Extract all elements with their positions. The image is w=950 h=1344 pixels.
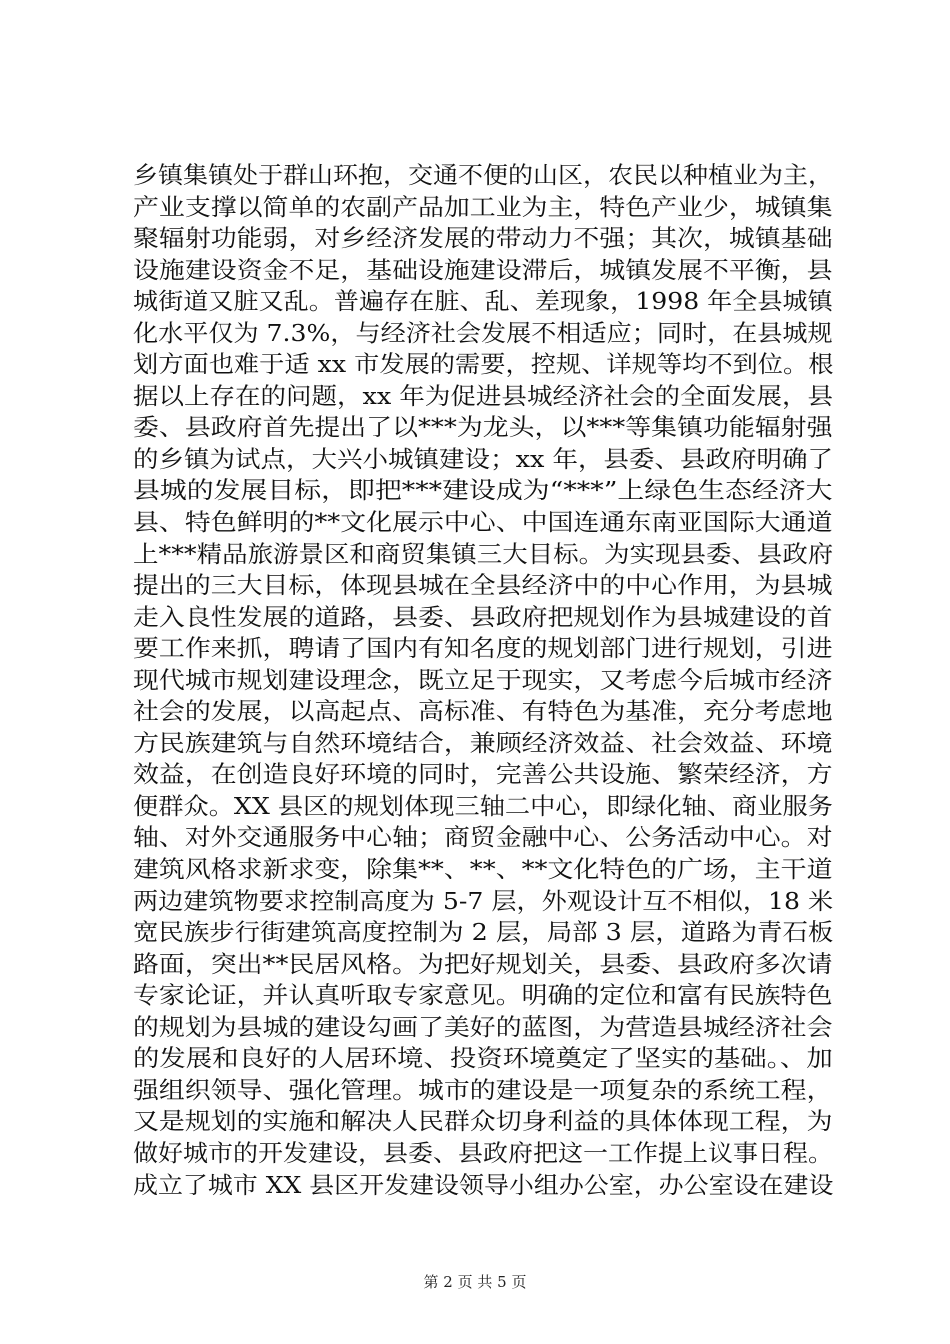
text-line: 走入良性发展的道路，县委、县政府把规划作为县城建设的首 <box>133 602 833 631</box>
text-line: 方民族建筑与自然环境结合，兼顾经济效益、社会效益、环境 <box>133 728 833 757</box>
text-line: 宽民族步行街建筑高度控制为 2 层，局部 3 层，道路为青石板 <box>133 918 834 947</box>
text-line: 的乡镇为试点，大兴小城镇建设；xx 年，县委、县政府明确了 <box>133 444 834 473</box>
text-line: 产业支撑以简单的农副产品加工业为主，特色产业少，城镇集 <box>133 192 833 221</box>
text-line: 路面，突出**民居风格。为把好规划关，县委、县政府多次请 <box>133 949 833 978</box>
text-line: 效益，在创造良好环境的同时，完善公共设施、繁荣经济，方 <box>133 760 833 789</box>
text-line: 划方面也难于适 xx 市发展的需要，控规、详规等均不到位。根 <box>133 350 834 379</box>
text-line: 设施建设资金不足，基础设施建设滞后，城镇发展不平衡，县 <box>133 255 833 284</box>
text-line: 县、特色鲜明的**文化展示中心、中国连通东南亚国际大通道 <box>133 508 833 537</box>
text-line: 又是规划的实施和解决人民群众切身利益的具体体现工程，为 <box>133 1107 833 1136</box>
text-line: 城街道又脏又乱。普遍存在脏、乱、差现象，1998 年全县城镇 <box>133 287 833 316</box>
text-line: 成立了城市 XX 县区开发建设领导小组办公室，办公室设在建设 <box>133 1170 834 1199</box>
text-line: 要工作来抓，聘请了国内有知名度的规划部门进行规划，引进 <box>133 634 833 663</box>
text-line: 据以上存在的问题，xx 年为促进县城经济社会的全面发展，县 <box>133 381 834 410</box>
text-line: 现代城市规划建设理念，既立足于现实，又考虑今后城市经济 <box>133 665 833 694</box>
text-line: 两边建筑物要求控制高度为 5-7 层，外观设计互不相似，18 米 <box>133 886 834 915</box>
text-line: 强组织领导、强化管理。城市的建设是一项复杂的系统工程， <box>133 1075 833 1104</box>
text-line: 社会的发展，以高起点、高标准、有特色为基准，充分考虑地 <box>133 697 833 726</box>
text-line: 专家论证，并认真听取专家意见。明确的定位和富有民族特色 <box>133 981 833 1010</box>
text-line: 县城的发展目标，即把***建设成为“***”上绿色生态经济大 <box>133 476 833 505</box>
text-line: 做好城市的开发建设，县委、县政府把这一工作提上议事日程。 <box>133 1138 833 1167</box>
text-line: 上***精品旅游景区和商贸集镇三大目标。为实现县委、县政府 <box>133 539 834 568</box>
text-line: 便群众。XX 县区的规划体现三轴二中心，即绿化轴、商业服务 <box>133 791 833 820</box>
text-line: 的规划为县城的建设勾画了美好的蓝图，为营造县城经济社会 <box>133 1012 833 1041</box>
text-line: 化水平仅为 7.3%，与经济社会发展不相适应；同时，在县城规 <box>133 318 833 347</box>
text-line: 乡镇集镇处于群山环抱，交通不便的山区，农民以种植业为主， <box>133 161 833 189</box>
body-text <box>133 160 833 1201</box>
text-line: 聚辐射功能弱，对乡经济发展的带动力不强；其次，城镇基础 <box>133 224 833 253</box>
text-line: 的发展和良好的人居环境、投资环境奠定了坚实的基础。、加 <box>133 1044 833 1073</box>
text-line: 提出的三大目标，体现县城在全县经济中的中心作用，为县城 <box>133 571 833 600</box>
text-line: 建筑风格求新求变，除集**、**、**文化特色的广场，主干道 <box>133 855 833 884</box>
text-line: 委、县政府首先提出了以***为龙头，以***等集镇功能辐射强 <box>133 413 833 442</box>
text-line: 轴、对外交通服务中心轴；商贸金融中心、公务活动中心。对 <box>133 823 833 852</box>
page-number-footer: 第 2 页 共 5 页 <box>423 1273 527 1291</box>
